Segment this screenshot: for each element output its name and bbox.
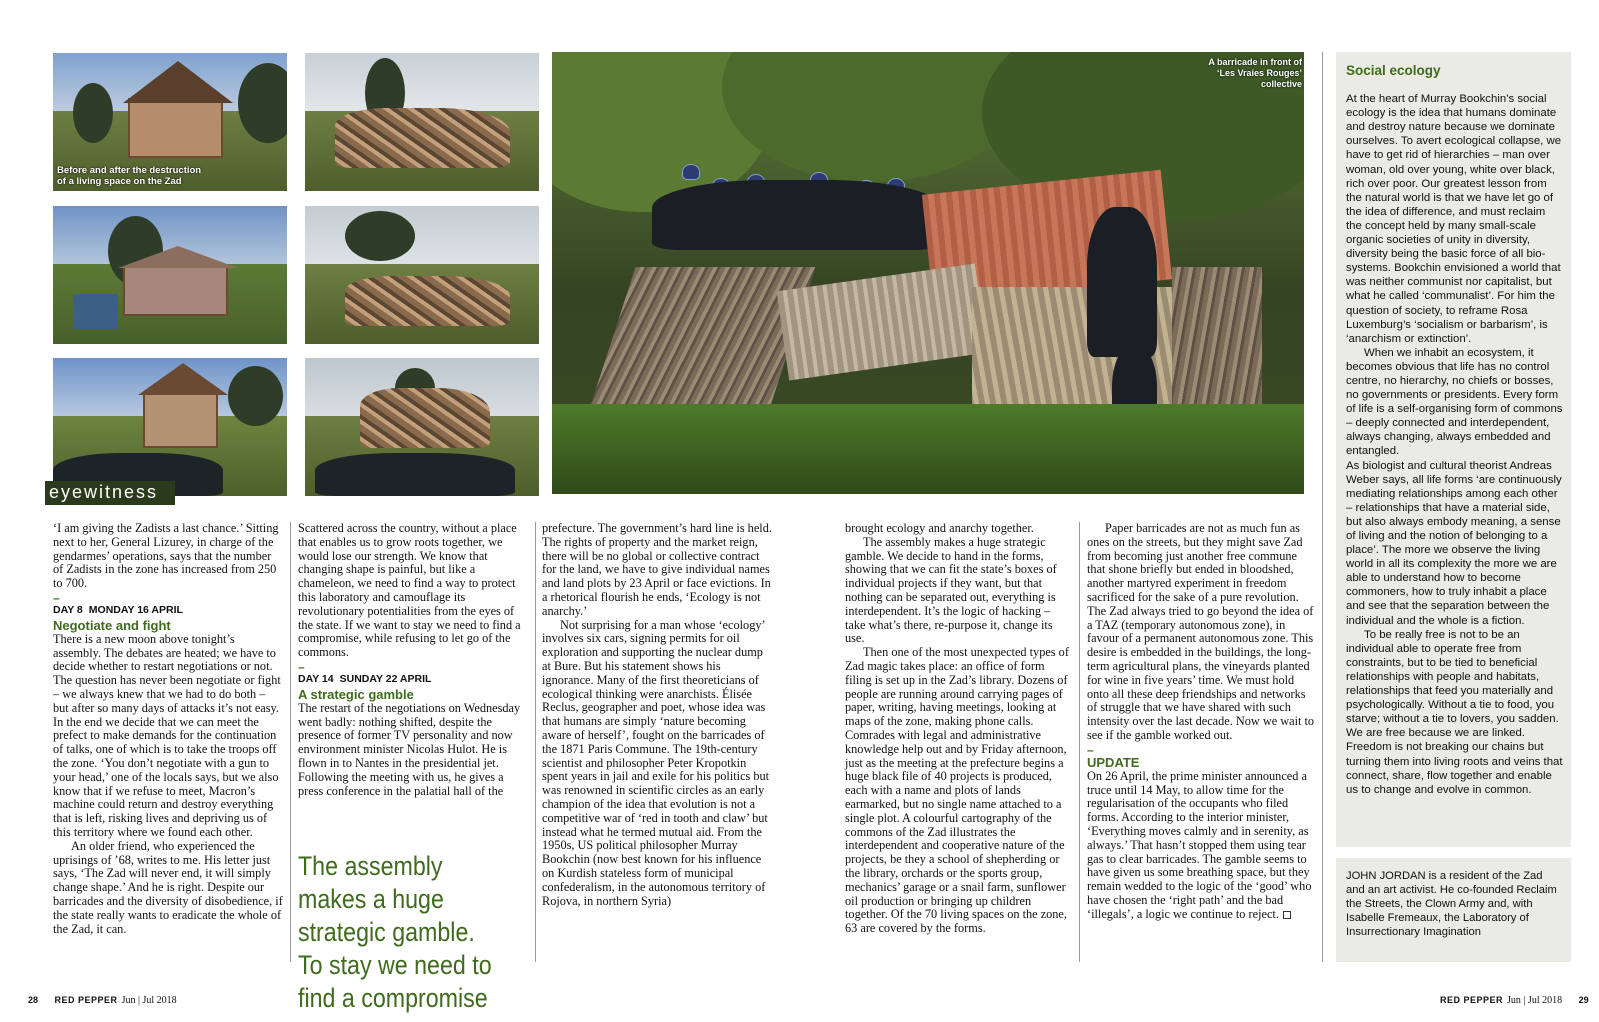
column-2 (298, 522, 528, 798)
page-number-left: 28 (28, 995, 39, 1005)
sidebar-title: Social ecology (1346, 63, 1441, 78)
day-date: MONDAY 16 APRIL (88, 603, 183, 616)
photo-caption-barricade: A barricade in front of ‘Les Vraies Rouges’ collective (1208, 57, 1302, 89)
footer-left (28, 995, 177, 1006)
column-4 (845, 522, 1073, 936)
author-bio: JOHN JORDAN is a resident of the Zad and an art activist. He co-founded Reclaim the Streets, the Clown Army and, with Isabelle Fremeaux, the Laboratory of Insurrectionary Imagination (1336, 858, 1571, 962)
day-label: DAY 8 (53, 603, 83, 616)
column-rule (1322, 52, 1323, 962)
section-dash: – (53, 590, 60, 605)
paragraph: Scattered across the country, without a place that enables us to grow roots together, we would lose our strength. We know that changing shape is painful, but like a chameleon, we need to find a way to protect this laboratory and camouflage its revolutionary potentialities from the eyes of the state. If we want to stay we need to find a compromise, while refusing to let go of the commons. (298, 521, 521, 660)
photo-after-2 (305, 206, 539, 344)
column-5 (1087, 522, 1317, 922)
end-mark-icon (1283, 911, 1291, 919)
update-text: On 26 April, the prime minister announced a truce until 14 May, to allow time for the regularisation of the occupants who filed forms. According to the interior minister, ‘Everything moves calmly and in serenity, as always.’ That hasn’t stopped them using tear gas to clear barricades. The gamble seems to have given us some breathing space, but they remain wedded to the logic of the ‘good’ who have chosen the ‘right path’ and the bad ‘illegals’, a logic we continue to reject. (1087, 768, 1312, 921)
photo-before-1 (53, 53, 287, 191)
photo-before-2 (53, 206, 287, 344)
column-rule (535, 522, 536, 962)
subhead-negotiate: Negotiate and fight (53, 617, 171, 633)
issue-date: Jun | Jul 2018 (1507, 995, 1563, 1006)
subhead-update: UPDATE (1087, 754, 1140, 770)
page-number-right: 29 (1578, 995, 1589, 1005)
section-dash: – (1087, 742, 1094, 757)
paragraph: Not surprising for a man whose ‘ecology’ involves six cars, signing permits for oil exploration and supporting the nuclear dump at Bure. But his statement shows his ignorance. Many of the first theoreticians of ecological thinking were anarchists. Élisée Reclus, geographer and poet, whose idea was that humans are simply ‘nature becoming aware of herself’, fought on the barricades of the 1871 Paris Commune. The 19th-century scientist and philosopher Peter Kropotkin spent years in jail and exile for his politics but was renowned in scientific circles as an early champion of the idea that evolution is not a competitive war of ‘red in tooth and claw’ but instead what he termed mutual aid. From the 1950s, US political philosopher Murray Bookchin (now best known for his influence on Kurdish stateless form of municipal confederalism, in the autonomous territory of Rojova, in northern Syria) (542, 617, 770, 908)
paragraph (1087, 770, 1317, 922)
paragraph: brought ecology and anarchy together. (845, 521, 1034, 535)
paragraph: An older friend, who experienced the uprisings of ’68, writes to me. His letter just says, ‘The Zad will never end, it will simply change shape.’ And he is right. Despite our barricades and the diversity of disobedience, if the state really wants to eradicate the whole of the Zad, it can. (53, 838, 283, 936)
column-rule (290, 522, 291, 962)
footer-right (1440, 995, 1589, 1006)
paragraph: prefecture. The government’s hard line is held. The rights of property and the market reign, there will be no global or collective contract for the land, we have to give individual names and land plots by 23 April or face evictions. In a rhetorical flourish he ends, ‘Ecology is not anarchy.’ (542, 521, 772, 618)
brand-name: RED PEPPER (54, 995, 118, 1005)
paragraph: ‘I am giving the Zadists a last chance.’ Sitting next to her, General Lizurey, in charge of the gendarmes’ operations, says that the number of Zadists in the zone has increased from 250 to 700. (53, 521, 279, 591)
day-heading (53, 604, 283, 618)
subhead-strategic: A strategic gamble (298, 686, 414, 702)
sidebar-paragraph: To be really free is not to be an individual able to operate free from constraints, but to be tied to beneficial relationships with people and habitats, relationships that feed you materially and psychologically. Without a tie to food, you starve; without a tie to lovers, you sadden. We are free because we are linked. Freedom is not breaking our chains but turning them into living roots and veins that connect, share, flow together and enable us to change and evolve in common. (1346, 628, 1563, 796)
photo-caption-before-after: Before and after the destruction of a living space on the Zad (57, 165, 202, 187)
day-heading (298, 673, 528, 687)
column-1 (53, 522, 283, 936)
day-label: DAY 14 (298, 672, 334, 685)
sidebar-paragraph: When we inhabit an ecosystem, it becomes obvious that life has no control centre, no hierarchy, no chiefs or bosses, no governments or presidents. Every form of life is a self-organising form of commons – deeply connected and interdependent, always changing, always embedded and entangled. (1346, 346, 1563, 458)
paragraph: Then one of the most unexpected types of Zad magic takes place: an office of form filing is set up in the Zad’s library. Dozens of people are running around carrying pages of paper, writing, having meetings, looking at maps of the zone, making phone calls. Comrades with legal and administrative knowledge help out and by Friday afternoon, just as the meeting at the prefecture begins a huge black file of 40 projects is produced, each with a name and plots of lands earmarked, but no single name attached to a single plot. A colourful cartography of the commons of the Zad illustrates the interdependent and cooperative nature of the projects, be they a school of shepherding or the library, orchards or the sports group, mechanics’ garage or a snail farm, sunflower oil production or bringing up children together. Of the 70 living spaces on the zone, 63 are covered by the forms. (845, 645, 1069, 936)
sidebar-paragraph: At the heart of Murray Bookchin’s social ecology is the idea that humans dominate and destroy nature because we dominate ourselves. To avert ecological collapse, we have to get rid of hierarchies – man over woman, old over young, white over black, rich over poor. Our greatest lesson from the natural world is that we have let go of the idea of difference, and must reclaim the concept held by many small-scale organic societies of unity in diversity, diversity being the basic force of all bio-systems. Bookchin envisioned a world that was neither communist nor capitalist, but what he called ‘communalist’. For him the question of society, to reframe Rosa Luxemburg’s ‘socialism or barbarism’, is ‘anarchism or extinction’. (1346, 93, 1562, 345)
section-dash: – (298, 659, 305, 674)
paragraph: The assembly makes a huge strategic gamble. We decide to hand in the forms, showing that we can fit the state’s boxes of individual projects if they want, but that nothing can be separated out, everything is interdependent. It’s the logic of hacking – take what’s there, re-purpose it, change its use. (845, 534, 1057, 646)
pull-quote: The assembly makes a huge strategic gamble. To stay we need to find a compromise (298, 851, 492, 1013)
paragraph: Paper barricades are not as much fun as ones on the streets, but they might save Zad from becoming just another free commune that shone briefly but ended in bloodshed, another martyred experiment in freedom sacrificed for the sake of a pure revolution. The Zad always tried to go beyond the idea of a TAZ (temporary autonomous zone), in favour of a permanent autonomous zone. This desire is embedded in the buildings, the long-term agricultural plans, the vineyards planted for wine in five years’ time. We must hold onto all these deep friendships and networks of struggle that we have shared with such intensity over the last decade. Now we wait to see if the gamble worked out. (1087, 521, 1315, 742)
issue-date: Jun | Jul 2018 (121, 995, 177, 1006)
paragraph: The restart of the negotiations on Wednesday went badly: nothing shifted, despite the presence of former TV personality and now environment minister Nicolas Hulot. He is flown in to Nantes in the presidential jet. Following the meeting with us, he gives a press conference in the palatial hall of the (298, 700, 521, 798)
column-rule (1079, 522, 1080, 962)
brand-name: RED PEPPER (1440, 995, 1504, 1005)
column-3 (542, 522, 772, 908)
photo-before-3 (53, 358, 287, 496)
paragraph: There is a new moon above tonight’s assembly. The debates are heated; we have to decide whether to restart negotiations or not. The question has never been negotiate or fight – we always knew that we had to do both – but after so many days of attacks it’s not easy. In the end we decide that we can meet the prefect to make demands for the continuation of talks, one of which is to take the troops off the zone. ‘You don’t negotiate with a gun to your head,’ one of the locals says, but we also know that if we refuse to meet, Macron’s machine could return and destroy everything that is left, risking lives and depriving us of this territory where we found each other. (53, 631, 281, 839)
photo-barricade (552, 52, 1304, 494)
photo-after-1 (305, 53, 539, 191)
sidebar-social-ecology (1336, 52, 1571, 847)
day-date: SUNDAY 22 APRIL (339, 672, 432, 685)
section-tag-eyewitness: eyewitness (45, 481, 175, 505)
sidebar-paragraph: As biologist and cultural theorist Andreas Weber says, all life forms ‘are continuously mediating relationships among each other – relationships that have a material side, but also always embody meaning, a sense of living and the notion of belonging to a place’. The more we observe the living world in all its complexity the more we are able to understand how to become commoners, how to truly inhabit a place and see that the separation between the individual and the whole is a fiction. (1346, 459, 1562, 627)
photo-after-3 (305, 358, 539, 496)
